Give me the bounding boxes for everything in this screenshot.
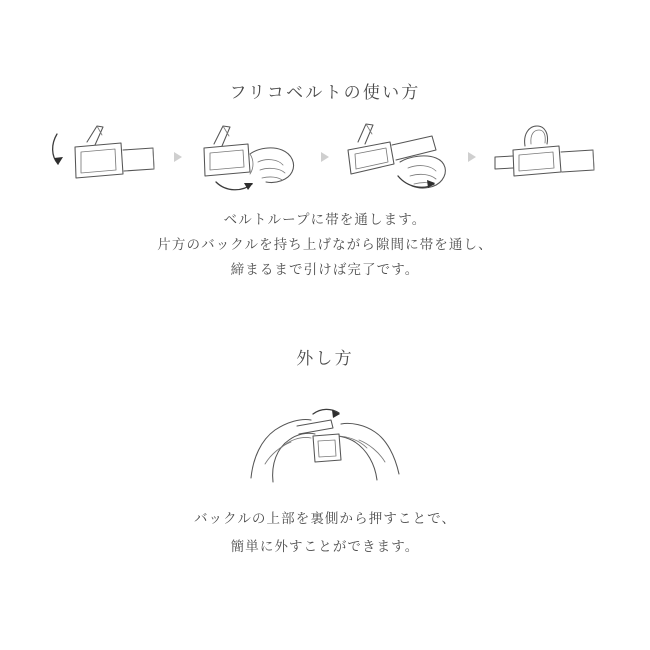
section-1-title: フリコベルトの使い方 bbox=[229, 83, 421, 102]
belt-step-2 bbox=[192, 112, 310, 202]
belt-step-3 bbox=[340, 112, 458, 202]
caption-line: 締まるまで引けば完了です。 bbox=[230, 262, 420, 277]
caption-line: ベルトループに帯を通します。 bbox=[223, 212, 427, 227]
step-separator-arrow-icon bbox=[318, 150, 332, 164]
caption-line: 簡単に外すことができます。 bbox=[230, 539, 420, 554]
step-separator-arrow-icon bbox=[171, 150, 185, 164]
section-2-caption bbox=[0, 505, 650, 561]
belt-step-1 bbox=[45, 112, 163, 202]
section-2-title: 外し方 bbox=[296, 349, 354, 368]
step-separator-arrow-icon bbox=[465, 150, 479, 164]
caption-line: 片方のバックルを持ち上げながら隙間に帯を通し、 bbox=[157, 237, 493, 252]
caption-line: バックルの上部を裏側から押すことで、 bbox=[193, 511, 457, 526]
belt-step-4 bbox=[487, 112, 605, 202]
steps-row bbox=[45, 112, 605, 202]
section-1-caption bbox=[0, 207, 650, 282]
hand-pressing-buckle-illustration bbox=[235, 378, 415, 488]
